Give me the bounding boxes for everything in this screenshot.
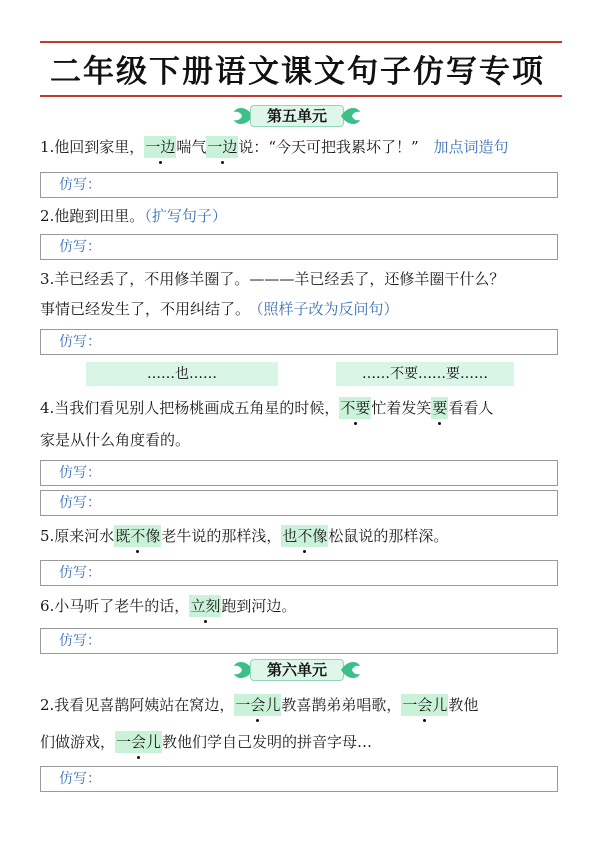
question-text: 4.当我们看见别人把杨桃画成五角星的时候， [40, 399, 340, 417]
question-text: 6.小马听了老牛的话， [40, 597, 190, 615]
question-text: 说：“今天可把我累坏了！” [238, 138, 419, 156]
question-text: 忙着发笑 [371, 399, 432, 417]
answer-field-2[interactable] [40, 234, 558, 260]
highlighted-word: 也不像 [282, 527, 328, 545]
page-title: 二年级下册语文课文句子仿写专项 [50, 54, 545, 90]
question-6 [40, 596, 296, 616]
instruction-note: （扩写句子） [144, 207, 227, 225]
question-text: 教他 [448, 696, 479, 714]
question-7-line-1 [40, 695, 478, 715]
question-text: 1.他回到家里， [40, 138, 145, 156]
highlighted-word: 要 [432, 399, 448, 417]
field-label: 仿写： [59, 334, 101, 350]
question-text: 松鼠说的那样深。 [328, 527, 449, 545]
ornament-right-icon [340, 103, 362, 129]
question-3-line-1 [40, 269, 504, 289]
instruction-note: 加点词造句 [433, 138, 509, 156]
question-3-line-2 [40, 299, 399, 319]
field-label: 仿写： [59, 177, 101, 193]
highlighted-word: 不要 [340, 399, 371, 417]
answer-field-6[interactable] [40, 628, 558, 654]
answer-field-1[interactable] [40, 172, 558, 198]
field-label: 仿写： [59, 465, 101, 481]
unit-banner-6 [232, 657, 362, 683]
question-text: 跑到河边。 [221, 597, 297, 615]
field-label: 仿写： [59, 771, 101, 787]
question-text: 事情已经发生了，不用纠结了。 [40, 300, 251, 318]
question-text: 教喜鹊弟弟唱歌， [281, 696, 402, 714]
field-label: 仿写： [59, 633, 101, 649]
unit-title: 第五单元 [250, 105, 344, 127]
question-text: 2.我看见喜鹊阿姨站在窝边， [40, 696, 235, 714]
title-rule-bottom [40, 95, 562, 97]
title-rule-top [40, 41, 562, 43]
answer-field-3[interactable] [40, 329, 558, 355]
unit-banner-5 [232, 103, 362, 129]
question-text: 家是从什么角度看的。 [40, 431, 191, 449]
question-text: 2.他跑到田里。 [40, 207, 145, 225]
answer-field-4b[interactable] [40, 490, 558, 516]
question-text: 看看人 [448, 399, 494, 417]
highlighted-word: 既不像 [115, 527, 161, 545]
field-label: 仿写： [59, 565, 101, 581]
instruction-note: （照样子改为反问句） [256, 300, 399, 318]
answer-field-7[interactable] [40, 766, 558, 792]
question-text: 5.原来河水 [40, 527, 115, 545]
field-label: 仿写： [59, 495, 101, 511]
pattern-box-1: ……也…… [86, 362, 278, 386]
ornament-right-icon [340, 657, 362, 683]
question-text: 3.羊已经丢了，不用修羊圈了。———羊已经丢了，还修羊圈干什么？ [40, 270, 505, 288]
highlighted-word: 一边 [207, 138, 238, 156]
answer-field-4a[interactable] [40, 460, 558, 486]
highlighted-word: 一会儿 [402, 696, 448, 714]
highlighted-word: 一边 [145, 138, 176, 156]
unit-title: 第六单元 [250, 659, 344, 681]
question-text: 们做游戏， [40, 733, 116, 751]
question-4-line-2 [40, 430, 190, 450]
question-2 [40, 206, 227, 226]
highlighted-word: 一会儿 [116, 733, 162, 751]
question-1 [40, 137, 509, 157]
question-text: 教他们学自己发明的拼音字母… [162, 733, 373, 751]
question-4-line-1 [40, 398, 493, 418]
field-label: 仿写： [59, 239, 101, 255]
question-7-line-2 [40, 732, 372, 752]
highlighted-word: 一会儿 [235, 696, 281, 714]
pattern-box-2: ……不要……要…… [336, 362, 514, 386]
question-text: 喘气 [176, 138, 207, 156]
question-5 [40, 526, 448, 546]
highlighted-word: 立刻 [190, 597, 221, 615]
question-text: 老牛说的那样浅， [161, 527, 282, 545]
answer-field-5[interactable] [40, 560, 558, 586]
